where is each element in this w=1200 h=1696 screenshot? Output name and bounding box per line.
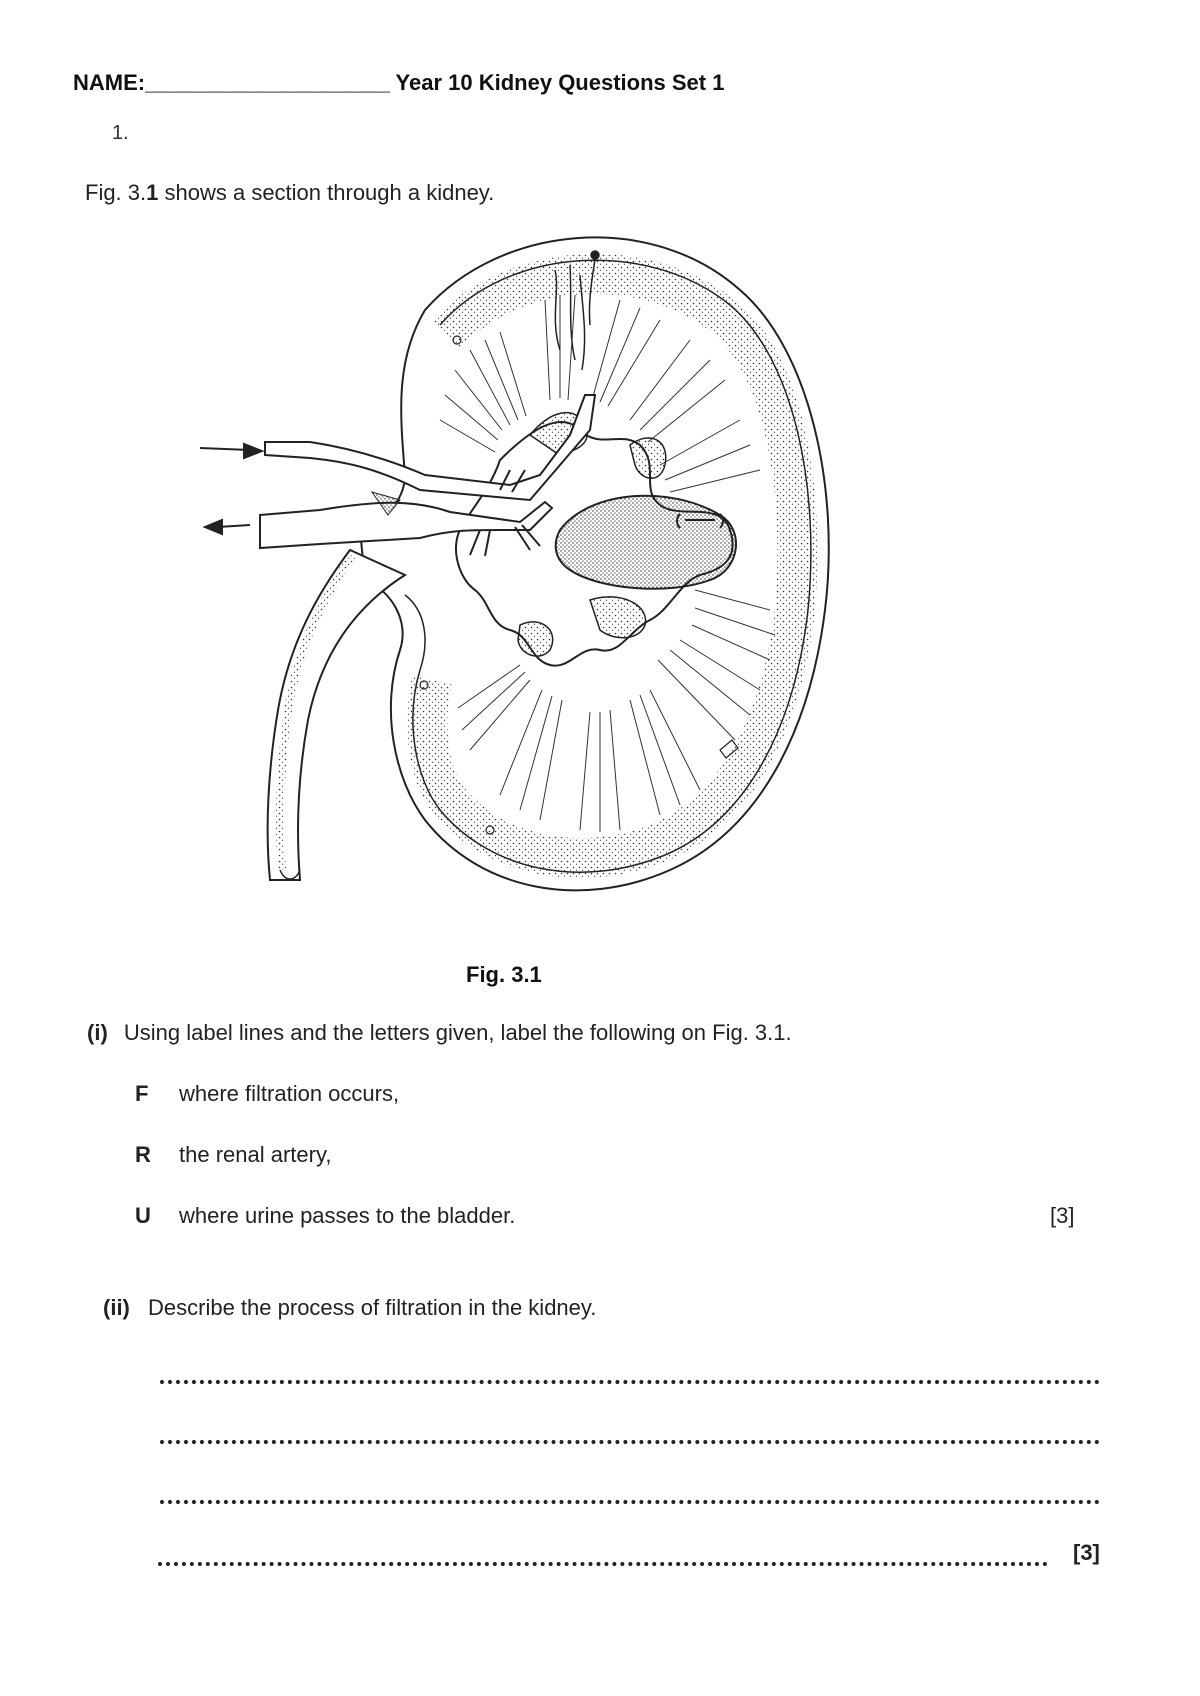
blood-flow-arrows [200,444,262,534]
answer-line[interactable] [158,1562,1048,1566]
intro-text-end: shows a section through a kidney. [158,180,495,205]
label-item-r [135,1142,331,1168]
part-ii-number: (ii) [103,1295,130,1320]
intro-text-bold: 1 [146,180,159,205]
intro-text-start: Fig. 3. [85,180,147,205]
part-i-number: (i) [87,1020,108,1045]
part-ii-marks: [3] [1073,1540,1100,1565]
figure-caption: Fig. 3.1 [466,962,542,987]
part-i-marks: [3] [1050,1203,1075,1228]
worksheet-title: Year 10 Kidney Questions Set 1 [395,70,725,95]
part-ii-text: Describe the process of filtration in the kidney. [148,1295,597,1320]
worksheet-header [73,70,724,96]
part-i-prompt [87,1020,792,1046]
label-item-f [135,1081,399,1107]
label-letter-u: U [135,1203,151,1228]
answer-line[interactable] [160,1440,1100,1444]
label-letter-r: R [135,1142,151,1167]
label-text-f: where filtration occurs, [179,1081,400,1106]
label-text-r: the renal artery, [179,1142,332,1167]
part-i-text: Using label lines and the letters given, label the following on Fig. 3.1. [123,1020,792,1045]
label-letter-f: F [135,1081,149,1106]
answer-line[interactable] [160,1500,1100,1504]
answer-line[interactable] [160,1380,1100,1384]
name-label: NAME: [73,70,146,95]
part-ii-prompt [103,1295,596,1321]
kidney-section-diagram [200,230,860,910]
label-item-u [135,1203,515,1229]
name-blank[interactable]: ____________________ [145,70,390,95]
question-number: 1. [112,122,129,144]
question-intro [85,180,494,206]
label-text-u: where urine passes to the bladder. [179,1203,516,1228]
